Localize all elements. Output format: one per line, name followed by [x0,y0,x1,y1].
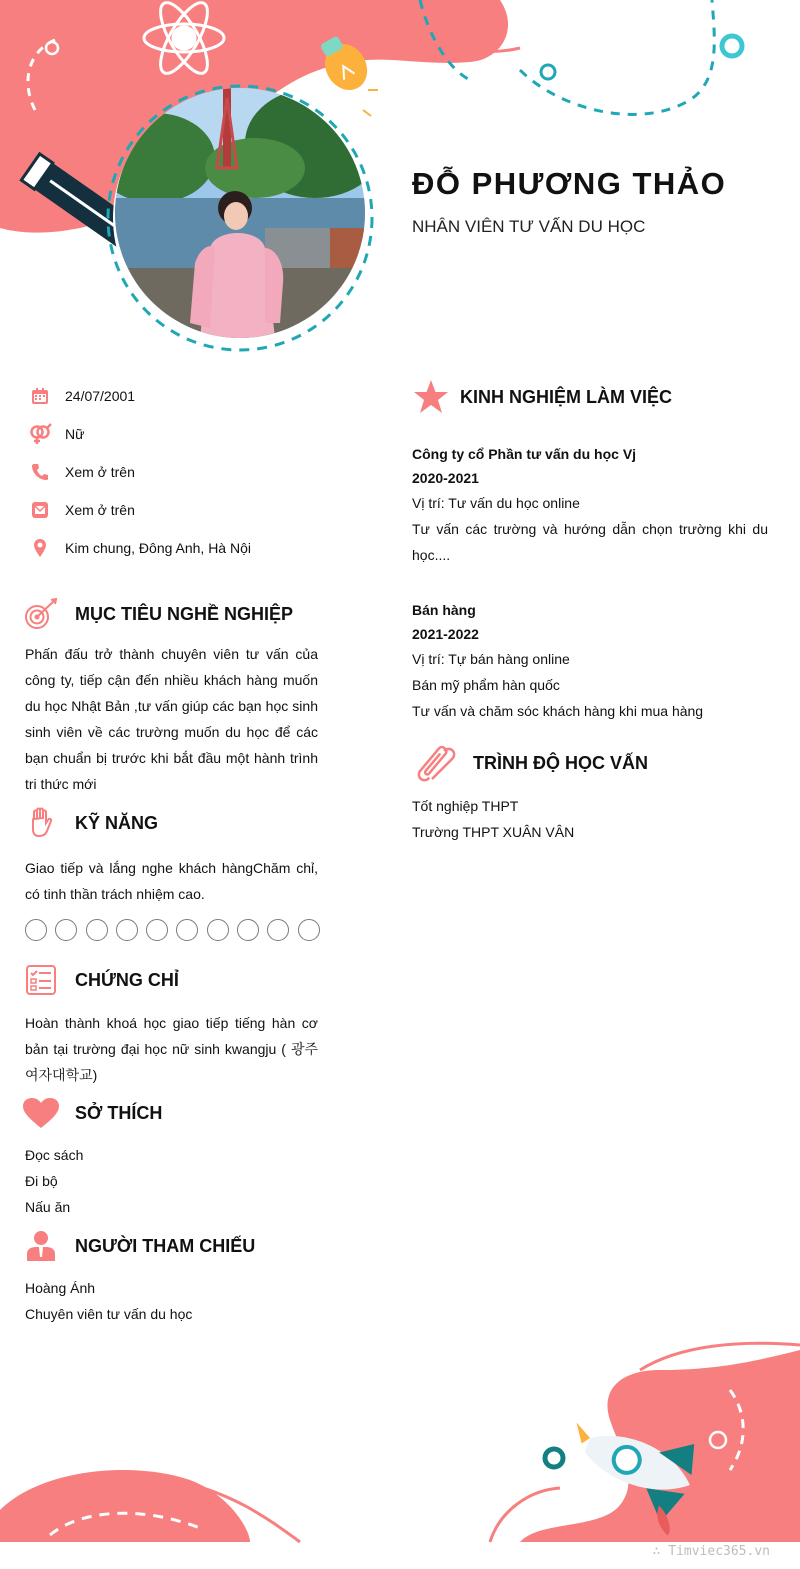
job-period: 2020-2021 [412,470,479,486]
profile-photo [115,88,365,338]
phone-icon [28,460,52,484]
reference-name: Hoàng Ánh [25,1280,96,1296]
info-email [28,498,135,522]
skills-text: Giao tiếp và lắng nghe khách hàngChăm chỉ, có tinh thần trách nhiệm cao. [25,860,318,902]
watermark: ∴ Timviec365.vn [652,1544,770,1559]
star-icon [412,378,450,416]
objective-header [22,595,293,633]
info-birthday [28,384,135,408]
address-text: Kim chung, Đông Anh, Hà Nội [65,540,251,556]
phone-text: Xem ở trên [65,464,135,480]
education-header [414,743,648,783]
skill-rating-dot [146,919,168,941]
job-description: Tư vấn các trường và hướng dẫn chọn trường khi du học.... [412,521,768,563]
skill-rating-dot [176,919,198,941]
hobby-item: Đọc sách [25,1147,84,1163]
heart-icon [22,1094,60,1132]
target-icon [22,595,60,633]
skill-rating-dot [237,919,259,941]
info-phone [28,460,135,484]
skill-rating-dot [207,919,229,941]
experience-header [412,378,672,416]
education-heading: TRÌNH ĐỘ HỌC VẤN [473,752,648,773]
skills-heading: KỸ NĂNG [75,812,159,833]
skill-rating-dot [55,919,77,941]
gender-text: Nữ [65,426,85,442]
location-icon [28,536,52,560]
experience-heading: KINH NGHIỆM LÀM VIỆC [460,386,673,407]
job-period: 2021-2022 [412,626,479,642]
skills-header [22,804,158,842]
candidate-name: ĐỖ PHƯƠNG THẢO [412,166,727,201]
job-company: Công ty cổ Phần tư vấn du học Vj [412,446,637,462]
reference-position: Chuyên viên tư vấn du học [25,1306,193,1322]
objective-text: Phấn đấu trở thành chuyên viên tư vấn của công ty, tiếp cận đến nhiều khách hàng muốn du học Nhật Bản ,tư vấn giúp các bạn học sinh sinh viên về các trường muốn du học để các bạn chuẩn bị trước khi bắt đầu một hành trình tri thức mới [25,646,318,792]
gender-icon [28,422,52,446]
info-gender [28,422,84,446]
footer-decoration [0,1330,800,1569]
certificates-heading: CHỨNG CHỈ [75,969,179,990]
references-heading: NGƯỜI THAM CHIẾU [75,1235,256,1256]
info-address [28,536,251,560]
hobbies-header [22,1094,162,1132]
skill-rating [25,919,328,941]
person-icon [22,1227,60,1265]
paperclip-icon [414,743,458,783]
certificates-text: Hoàn thành khoá học giao tiếp tiếng hàn cơ bản tại trường đại học nữ sinh kwangju ( 광주여자대학교) [25,1015,318,1083]
birthday-text: 24/07/2001 [65,388,136,404]
job-role: Vị trí: Tư vấn du học online [412,495,580,511]
skill-rating-dot [267,919,289,941]
job-description: Bán mỹ phẩm hàn quốc [412,677,560,693]
skill-rating-dot [25,919,47,941]
job-role: Vị trí: Tự bán hàng online [412,651,570,667]
job-company: Bán hàng [412,602,476,618]
skill-rating-dot [116,919,138,941]
education-degree: Tốt nghiệp THPT [412,798,519,814]
email-text: Xem ở trên [65,502,135,518]
job-description: Tư vấn và chăm sóc khách hàng khi mua hàng [412,703,704,719]
calendar-icon [28,384,52,408]
email-icon [28,498,52,522]
certificates-header [22,961,179,999]
job-title: NHÂN VIÊN TƯ VẤN DU HỌC [412,217,646,236]
hobby-item: Đi bộ [25,1173,58,1189]
skill-rating-dot [298,919,320,941]
objective-heading: MỤC TIÊU NGHỀ NGHIỆP [75,603,294,624]
checklist-icon [22,961,60,999]
hobby-item: Nấu ăn [25,1199,71,1215]
skill-rating-dot [86,919,108,941]
hobbies-heading: SỞ THÍCH [75,1102,163,1123]
references-header [22,1227,255,1265]
hand-icon [22,804,60,842]
education-school: Trường THPT XUÂN VÂN [412,824,575,840]
